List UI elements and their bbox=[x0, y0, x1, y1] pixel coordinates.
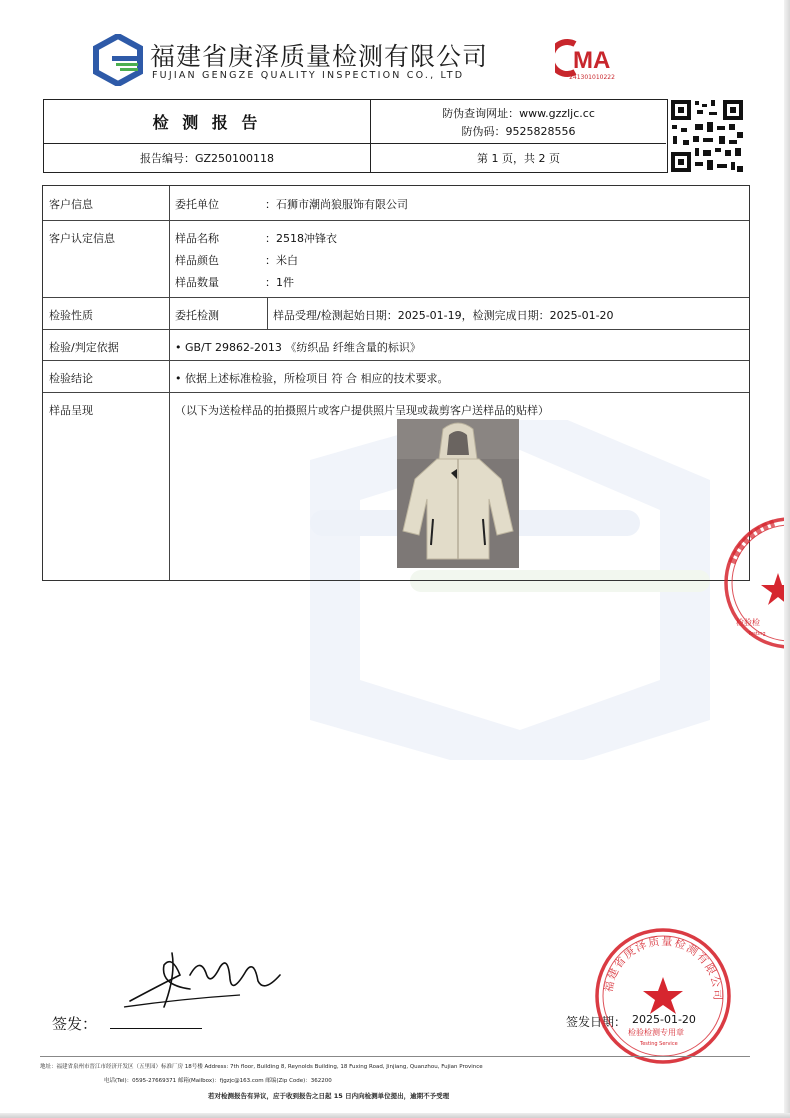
report-number: 报告编号：GZ250100118 bbox=[44, 144, 371, 172]
row-divider bbox=[43, 329, 749, 330]
client-field: 委托单位 bbox=[175, 198, 219, 211]
row-divider bbox=[43, 360, 749, 361]
footer-divider bbox=[40, 1056, 750, 1057]
company-logo bbox=[92, 34, 144, 86]
row-divider bbox=[43, 392, 749, 393]
handwritten-signature bbox=[120, 945, 290, 1015]
basis-label: 检验/判定依据 bbox=[49, 341, 119, 354]
footer-contact: 电话(Tel)：0595-27669371 邮箱(Mailbox)：fjgzjc@163.com 邮编(Zip Code)：362200 bbox=[104, 1078, 332, 1084]
row-divider bbox=[43, 297, 749, 298]
report-main-table bbox=[42, 185, 750, 581]
conclusion-label: 检验结论 bbox=[49, 372, 93, 385]
footer-notice: 若对检测报告有异议，应于收到报告之日起 15 日内向检测单位提出，逾期不予受理 bbox=[208, 1092, 450, 1100]
seal-top-sub: Testing bbox=[748, 631, 766, 637]
page-edge-shadow bbox=[784, 0, 790, 1118]
cma-number: 241301010222 bbox=[569, 74, 615, 81]
column-divider bbox=[267, 297, 268, 329]
seal-ring-text: 福建省庚泽质量检测有限公司 bbox=[601, 934, 725, 1002]
conclusion-value: • 依据上述标准检验，所检项目 符 合 相应的技术要求。 bbox=[175, 372, 449, 385]
sample-name-value: ：2518冲锋衣 bbox=[265, 232, 337, 245]
svg-text:MA: MA bbox=[573, 47, 611, 74]
row-divider bbox=[43, 220, 749, 221]
column-divider bbox=[169, 186, 170, 580]
sample-info-label: 客户认定信息 bbox=[49, 232, 115, 245]
sample-presentation-label: 样品呈现 bbox=[49, 404, 93, 417]
sample-presentation-note: （以下为送检样品的拍摄照片或客户提供照片呈现或裁剪客户送样品的贴样） bbox=[175, 404, 549, 417]
verify-code: 防伪码：9525828556 bbox=[461, 124, 576, 138]
issue-date-value: 2025-01-20 bbox=[632, 1013, 696, 1026]
sign-line bbox=[110, 1028, 202, 1029]
company-name-cn: 福建省庚泽质量检测有限公司 bbox=[150, 42, 489, 71]
test-dates: 样品受理/检测起始日期：2025-01-19，检测完成日期：2025-01-20 bbox=[273, 309, 614, 322]
sample-qty-field: 样品数量 bbox=[175, 276, 219, 289]
sample-color-value: ：米白 bbox=[265, 254, 298, 267]
sample-color-field: 样品颜色 bbox=[175, 254, 219, 267]
test-nature-value: 委托检测 bbox=[175, 309, 219, 322]
page-info: 第 1 页，共 2 页 bbox=[477, 152, 560, 165]
sign-label: 签发： bbox=[52, 1015, 98, 1033]
verify-url: 防伪查询网址：www.gzzljc.cc bbox=[442, 106, 595, 120]
inspection-seal-partial bbox=[714, 513, 790, 653]
seal-sub-text: Testing Service bbox=[640, 1041, 678, 1047]
test-nature-label: 检验性质 bbox=[49, 309, 93, 322]
company-name-en: FUJIAN GENGZE QUALITY INSPECTION CO., LTD bbox=[152, 70, 465, 81]
client-info-label: 客户信息 bbox=[49, 198, 93, 211]
report-title: 检 测 报 告 bbox=[44, 100, 371, 144]
sample-qty-value: ：1件 bbox=[265, 276, 294, 289]
company-official-seal bbox=[592, 925, 734, 1067]
qr-code bbox=[669, 98, 745, 174]
sample-photo bbox=[397, 419, 519, 568]
sample-name-field: 样品名称 bbox=[175, 232, 219, 245]
seal-top-text: 检验检 bbox=[736, 618, 760, 627]
seal-mid-text: 检验检测专用章 bbox=[628, 1028, 684, 1037]
footer-address: 地址：福建省泉州市晋江市经济开发区（五里园）标准厂房 18号楼 Address: 7th floor, Building 8, Reynolds Building, 18 Fuxing Road, Jinjiang, Quanzhou, Fujian Province bbox=[40, 1064, 483, 1070]
issue-date-label: 签发日期： bbox=[566, 1015, 627, 1029]
page-edge-shadow bbox=[0, 1113, 790, 1118]
report-header-table bbox=[43, 99, 668, 173]
client-value: ：石狮市潮尚狼服饰有限公司 bbox=[265, 198, 408, 211]
basis-value: • GB/T 29862-2013 《纺织品 纤维含量的标识》 bbox=[175, 341, 421, 354]
